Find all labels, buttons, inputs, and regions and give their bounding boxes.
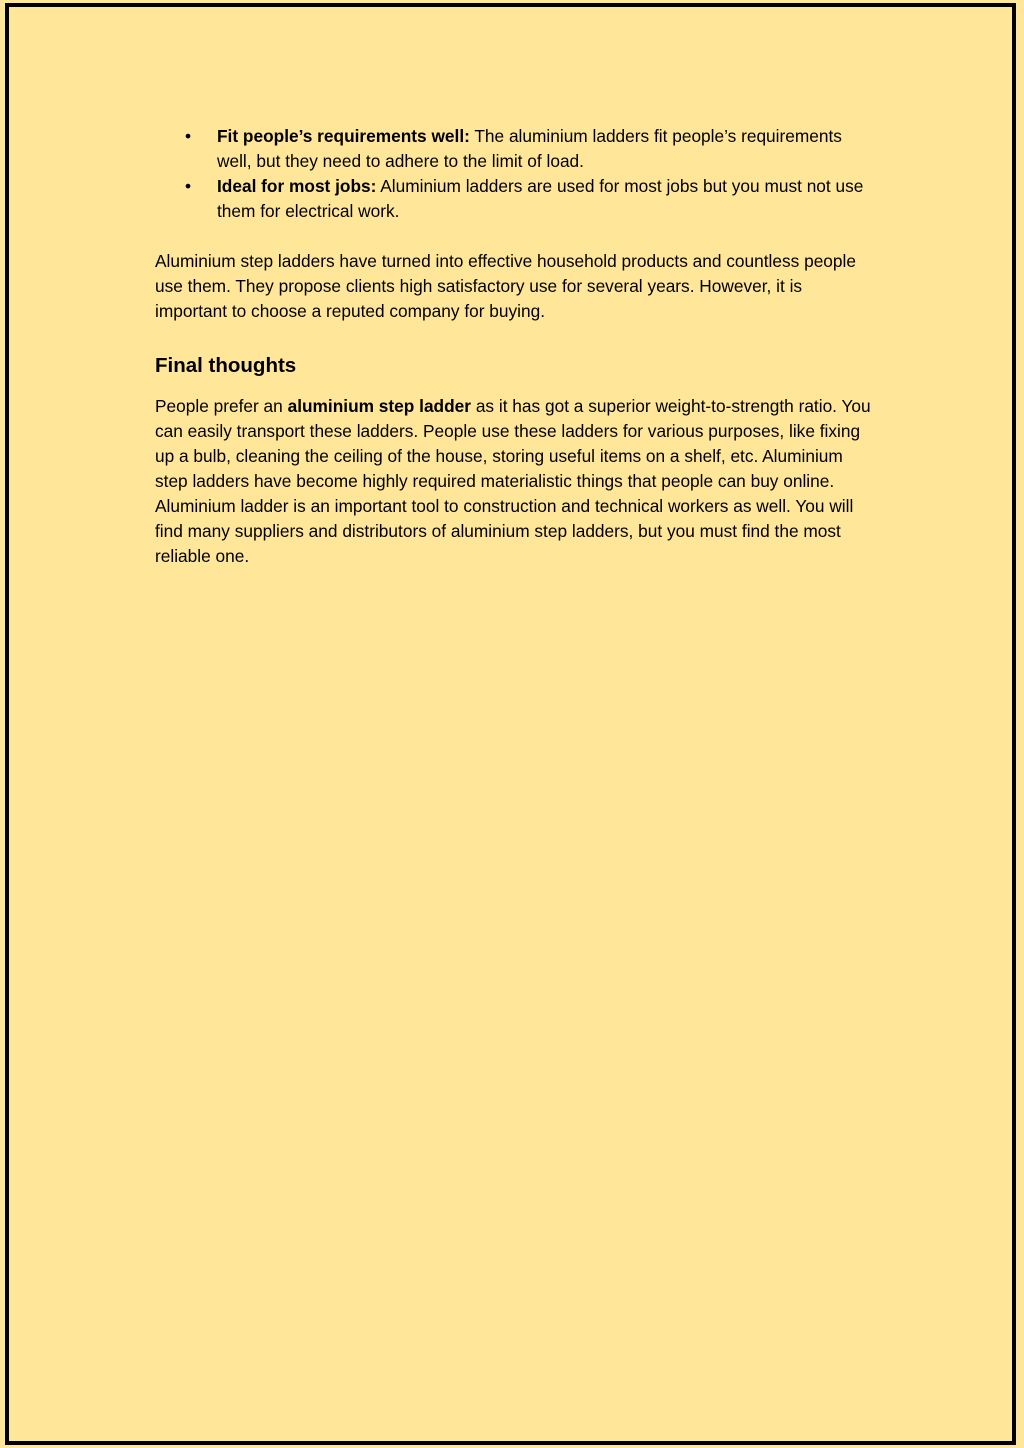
final-paragraph-rest: as it has got a superior weight-to-strength ratio. You can easily transport these ladders. People use these ladders for various purposes, like fixing up a bulb, cleaning the ceiling of the house, storing useful items on a shelf, etc. Aluminium step ladders have become highly required materialistic things that people can buy online. Aluminium ladder is an important tool to construction and technical workers as well. You will find many suppliers and distributors of aluminium step ladders, but you must find the most reliable one. — [155, 396, 871, 566]
final-paragraph-highlight: aluminium step ladder — [287, 396, 472, 416]
bullet-item-jobs — [155, 174, 875, 224]
bullet-icon: • — [185, 126, 192, 146]
final-paragraph — [155, 394, 875, 569]
document-body — [155, 124, 875, 569]
bullet-item-text: The aluminium ladders fit people’s requirements well, but they need to adhere to the limit of load. — [217, 126, 842, 171]
final-paragraph-start: People prefer an — [155, 396, 288, 416]
bullet-item-text: Aluminium ladders are used for most jobs but you must not use them for electrical work. — [217, 176, 864, 221]
section-heading: Final thoughts — [155, 354, 297, 377]
intro-paragraph: Aluminium step ladders have turned into effective household products and countless people use them. They propose clients high satisfactory use for several years. However, it is important to choose a reputed company for buying. — [155, 251, 856, 321]
bullet-item-title: Fit people’s requirements well: — [217, 126, 470, 146]
bullet-list — [155, 124, 875, 224]
bullet-item-requirements — [155, 124, 875, 174]
bullet-item-title: Ideal for most jobs: — [217, 176, 377, 196]
bullet-icon: • — [185, 176, 192, 196]
